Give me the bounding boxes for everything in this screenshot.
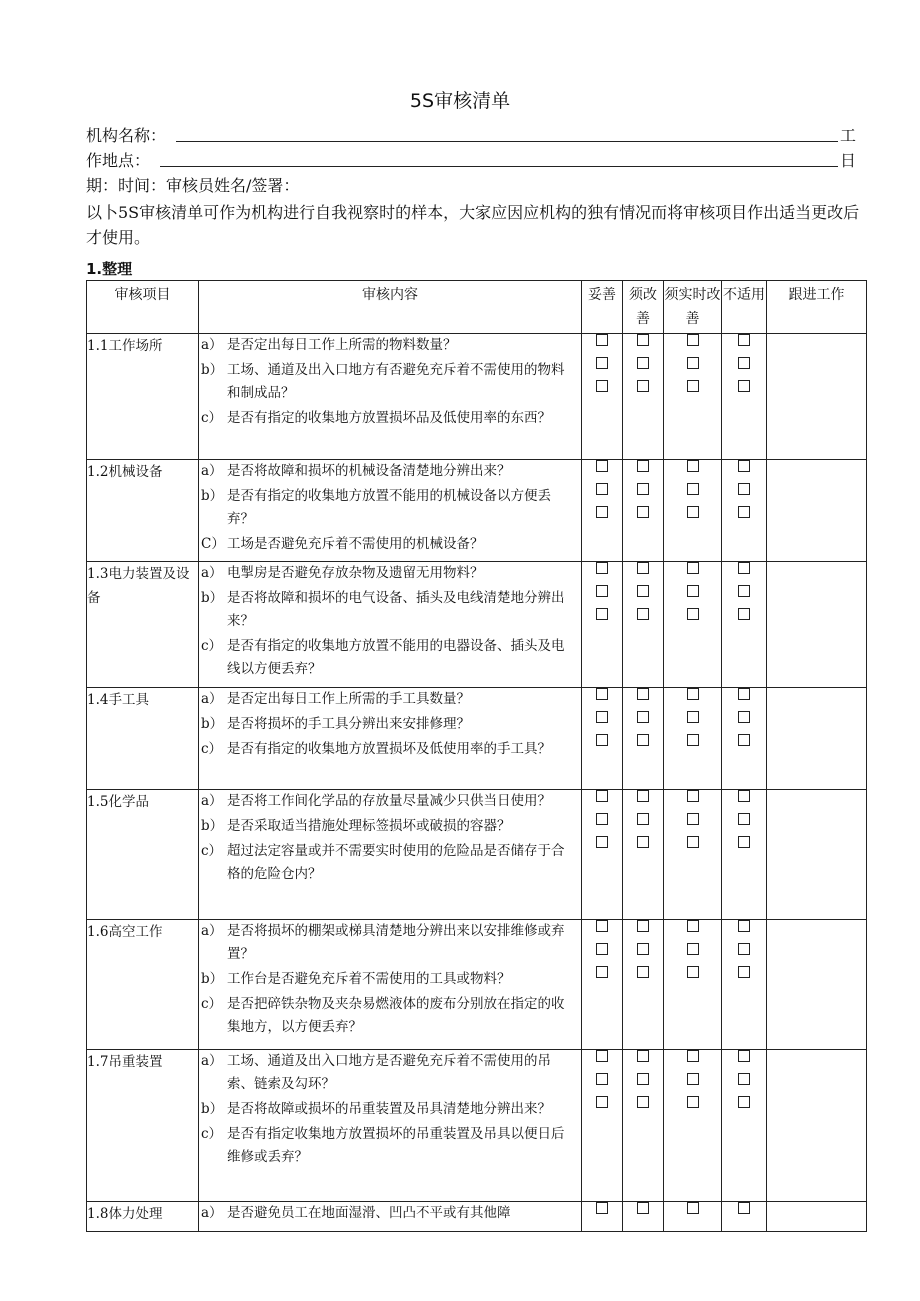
checkbox-cell-good (582, 790, 623, 920)
checkbox-cell-improve (623, 334, 664, 460)
checkbox-improve[interactable] (637, 943, 649, 955)
table-row (87, 920, 867, 1050)
audit-table-body (87, 334, 867, 1232)
audit-item-cell: 1.2机械设备 (87, 460, 199, 562)
checkbox-cell-improve (623, 790, 664, 920)
audit-question (199, 460, 581, 483)
checkbox-good[interactable] (596, 562, 608, 574)
question-marker: a） (201, 1205, 223, 1221)
header-na: 不适用 (722, 281, 767, 334)
intro-paragraph: 以卜5S审核清单可作为机构进行自我视察时的样本，大家应因应机构的独有情况而将审核项目作出适当更改后才使用。 (86, 203, 860, 247)
audit-question (199, 1123, 581, 1169)
checkbox-cell-na (722, 688, 767, 790)
question-text: 是否采取适当措施处理标签损坏或破损的容器？ (227, 818, 511, 834)
checkbox-na[interactable] (738, 790, 750, 802)
checkbox-improve[interactable] (637, 966, 649, 978)
question-text: 是否将损坏的棚架或梯具清楚地分辨出来以安排维修或弃置？ (227, 923, 565, 962)
checkbox-na[interactable] (738, 483, 750, 495)
checkbox-na[interactable] (738, 1096, 750, 1108)
checkbox-cell-urgent (664, 920, 722, 1050)
checkbox-cell-improve (623, 460, 664, 562)
followup-cell[interactable] (767, 334, 867, 460)
place-field[interactable] (160, 166, 838, 167)
checkbox-cell-good (582, 562, 623, 688)
audit-item-cell: 1.6高空工作 (87, 920, 199, 1050)
checkbox-cell-urgent (664, 688, 722, 790)
checkbox-na[interactable] (738, 380, 750, 392)
checkbox-urgent[interactable] (687, 608, 699, 620)
checkbox-urgent[interactable] (687, 1202, 699, 1214)
checkbox-cell-na (722, 562, 767, 688)
audit-question (199, 993, 581, 1039)
checkbox-cell-urgent (664, 562, 722, 688)
checkbox-urgent[interactable] (687, 506, 699, 518)
checkbox-na[interactable] (738, 836, 750, 848)
question-text: 是否将故障和损坏的机械设备清楚地分辨出来？ (227, 463, 511, 479)
audit-question (199, 1202, 581, 1225)
checkbox-improve[interactable] (637, 608, 649, 620)
audit-question (199, 635, 581, 681)
table-row (87, 1050, 867, 1202)
checkbox-improve[interactable] (637, 1096, 649, 1108)
audit-item-cell: 1.1工作场所 (87, 334, 199, 460)
checkbox-good[interactable] (596, 1096, 608, 1108)
followup-cell[interactable] (767, 688, 867, 790)
audit-content-cell (199, 790, 582, 920)
checkbox-good[interactable] (596, 460, 608, 472)
question-text: 是否避免员工在地面湿滑、凹凸不平或有其他障 (227, 1205, 511, 1221)
section-title: 1.整理 (86, 260, 133, 278)
table-row (87, 460, 867, 562)
checkbox-good[interactable] (596, 966, 608, 978)
checkbox-cell-na (722, 460, 767, 562)
audit-content-cell (199, 1050, 582, 1202)
checkbox-urgent[interactable] (687, 734, 699, 746)
checkbox-urgent[interactable] (687, 334, 699, 346)
checkbox-urgent[interactable] (687, 357, 699, 369)
audit-item-cell: 1.4手工具 (87, 688, 199, 790)
question-marker: a） (201, 923, 223, 939)
audit-question (199, 738, 581, 761)
question-text: 工场是否避免充斥着不需使用的机械设备？ (227, 536, 484, 552)
checkbox-good[interactable] (596, 836, 608, 848)
checkbox-urgent[interactable] (687, 1096, 699, 1108)
checkbox-improve[interactable] (637, 836, 649, 848)
question-text: 是否定出每日工作上所需的手工具数量？ (227, 691, 470, 707)
question-text: 电掣房是否避免存放杂物及遗留无用物料？ (227, 565, 484, 581)
checkbox-good[interactable] (596, 585, 608, 597)
checkbox-cell-na (722, 1202, 767, 1232)
audit-item-cell: 1.8体力处理 (87, 1202, 199, 1232)
date-auditor-line (86, 174, 856, 198)
checkbox-cell-good (582, 920, 623, 1050)
checkbox-good[interactable] (596, 334, 608, 346)
question-text: 是否有指定的收集地方放置不能用的机械设备以方便丢弃？ (227, 488, 551, 527)
place-label: 作地点： (86, 151, 151, 170)
audit-question (199, 688, 581, 711)
checkbox-na[interactable] (738, 357, 750, 369)
checkbox-na[interactable] (738, 1073, 750, 1085)
checkbox-cell-urgent (664, 460, 722, 562)
checkbox-improve[interactable] (637, 380, 649, 392)
checkbox-cell-good (582, 460, 623, 562)
checkbox-good[interactable] (596, 357, 608, 369)
audit-content-cell (199, 460, 582, 562)
audit-question (199, 920, 581, 966)
question-text: 是否将工作间化学品的存放量尽量减少只供当日使用？ (227, 793, 551, 809)
audit-question (199, 1098, 581, 1121)
question-text: 是否定出每日工作上所需的物料数量？ (227, 337, 457, 353)
audit-item-cell: 1.3电力装置及设备 (87, 562, 199, 688)
checkbox-good[interactable] (596, 711, 608, 723)
org-name-tail: 工 (839, 126, 856, 145)
question-marker: b） (201, 716, 224, 732)
checkbox-improve[interactable] (637, 813, 649, 825)
checkbox-improve[interactable] (637, 1073, 649, 1085)
checkbox-urgent[interactable] (687, 813, 699, 825)
header-row (87, 281, 867, 334)
checkbox-urgent[interactable] (687, 585, 699, 597)
checkbox-urgent[interactable] (687, 562, 699, 574)
question-marker: a） (201, 463, 223, 479)
checkbox-urgent[interactable] (687, 711, 699, 723)
audit-item-cell: 1.7吊重装置 (87, 1050, 199, 1202)
checkbox-urgent[interactable] (687, 1050, 699, 1062)
date-auditor-label: 期：时间：审核员姓名/签署： (86, 176, 300, 195)
question-text: 是否将损坏的手工具分辨出来安排修理？ (227, 716, 470, 732)
table-row (87, 562, 867, 688)
audit-item-cell: 1.5化学品 (87, 790, 199, 920)
header-content: 审核内容 (199, 281, 582, 334)
checkbox-good[interactable] (596, 920, 608, 932)
checkbox-cell-improve (623, 1202, 664, 1232)
checkbox-na[interactable] (738, 562, 750, 574)
question-text: 是否将故障和损坏的电气设备、插头及电线清楚地分辨出来？ (227, 590, 565, 629)
question-marker: b） (201, 362, 224, 378)
org-name-line (86, 124, 856, 148)
checkbox-improve[interactable] (637, 920, 649, 932)
checkbox-cell-improve (623, 688, 664, 790)
checkbox-good[interactable] (596, 943, 608, 955)
audit-question (199, 1050, 581, 1096)
checkbox-cell-urgent (664, 334, 722, 460)
checkbox-cell-urgent (664, 790, 722, 920)
checkbox-improve[interactable] (637, 585, 649, 597)
checkbox-improve[interactable] (637, 790, 649, 802)
audit-question (199, 407, 581, 430)
question-marker: c） (201, 638, 223, 654)
checkbox-improve[interactable] (637, 688, 649, 700)
document-title: 5S审核清单 (409, 90, 511, 112)
checkbox-good[interactable] (596, 1073, 608, 1085)
audit-question (199, 790, 581, 813)
checkbox-good[interactable] (596, 790, 608, 802)
checkbox-cell-urgent (664, 1202, 722, 1232)
question-marker: b） (201, 971, 224, 987)
checkbox-na[interactable] (738, 688, 750, 700)
audit-content-cell (199, 1202, 582, 1232)
checkbox-cell-improve (623, 920, 664, 1050)
audit-table (86, 280, 867, 1232)
question-marker: a） (201, 337, 223, 353)
place-tail: 日 (839, 151, 856, 170)
question-text: 是否把碎铁杂物及夹杂易燃液体的废布分别放在指定的收集地方，以方便丢弃？ (227, 996, 565, 1035)
checkbox-improve[interactable] (637, 334, 649, 346)
place-line (86, 149, 856, 173)
checkbox-good[interactable] (596, 813, 608, 825)
checkbox-na[interactable] (738, 920, 750, 932)
checkbox-cell-na (722, 790, 767, 920)
header-good: 妥善 (582, 281, 623, 334)
followup-cell[interactable] (767, 460, 867, 562)
question-marker: c） (201, 741, 223, 757)
checkbox-improve[interactable] (637, 460, 649, 472)
audit-question (199, 562, 581, 585)
header-improve: 须改善 (623, 281, 664, 334)
checkbox-cell-na (722, 334, 767, 460)
checkbox-urgent[interactable] (687, 920, 699, 932)
audit-question (199, 485, 581, 531)
checkbox-urgent[interactable] (687, 836, 699, 848)
checkbox-improve[interactable] (637, 711, 649, 723)
checkbox-na[interactable] (738, 460, 750, 472)
question-marker: C） (201, 536, 225, 552)
followup-cell[interactable] (767, 790, 867, 920)
checkbox-good[interactable] (596, 1050, 608, 1062)
audit-content-cell (199, 562, 582, 688)
checkbox-cell-good (582, 1202, 623, 1232)
checkbox-good[interactable] (596, 688, 608, 700)
table-row (87, 1202, 867, 1232)
audit-question (199, 334, 581, 357)
question-text: 是否有指定的收集地方放置损坏品及低使用率的东西？ (227, 410, 551, 426)
checkbox-urgent[interactable] (687, 688, 699, 700)
followup-cell[interactable] (767, 1050, 867, 1202)
header-followup: 跟进工作 (767, 281, 867, 334)
question-marker: c） (201, 996, 223, 1012)
question-text: 超过法定容量或并不需要实时使用的危险品是否储存于合格的危险仓内？ (227, 843, 565, 882)
audit-question (199, 713, 581, 736)
checkbox-improve[interactable] (637, 562, 649, 574)
checkbox-improve[interactable] (637, 483, 649, 495)
checkbox-urgent[interactable] (687, 1073, 699, 1085)
checkbox-na[interactable] (738, 813, 750, 825)
org-name-field[interactable] (176, 141, 838, 142)
checkbox-na[interactable] (738, 711, 750, 723)
audit-content-cell (199, 688, 582, 790)
checkbox-cell-na (722, 1050, 767, 1202)
audit-question (199, 533, 581, 556)
checkbox-cell-good (582, 1050, 623, 1202)
question-marker: a） (201, 565, 223, 581)
checkbox-improve[interactable] (637, 357, 649, 369)
checkbox-good[interactable] (596, 734, 608, 746)
question-text: 工场、通道及出入口地方有否避免充斥着不需使用的物料和制成品？ (227, 362, 565, 401)
checkbox-good[interactable] (596, 380, 608, 392)
checkbox-cell-na (722, 920, 767, 1050)
question-text: 是否有指定的收集地方放置不能用的电器设备、插头及电线以方便丢弃？ (227, 638, 565, 677)
checkbox-na[interactable] (738, 943, 750, 955)
question-marker: b） (201, 488, 224, 504)
audit-question (199, 840, 581, 886)
question-text: 工场、通道及出入口地方是否避免充斥着不需使用的吊索、链索及勾环？ (227, 1053, 551, 1092)
header-urgent: 须实时改善 (664, 281, 722, 334)
checkbox-na[interactable] (738, 734, 750, 746)
checkbox-good[interactable] (596, 506, 608, 518)
audit-question (199, 359, 581, 405)
question-marker: a） (201, 793, 223, 809)
checkbox-improve[interactable] (637, 506, 649, 518)
checkbox-good[interactable] (596, 608, 608, 620)
checkbox-urgent[interactable] (687, 460, 699, 472)
checkbox-urgent[interactable] (687, 790, 699, 802)
checkbox-na[interactable] (738, 608, 750, 620)
question-marker: c） (201, 410, 223, 426)
audit-question (199, 968, 581, 991)
checkbox-cell-improve (623, 1050, 664, 1202)
question-marker: a） (201, 691, 223, 707)
question-text: 工作台是否避免充斥着不需使用的工具或物料？ (227, 971, 511, 987)
checkbox-cell-improve (623, 562, 664, 688)
checkbox-na[interactable] (738, 334, 750, 346)
question-marker: b） (201, 590, 224, 606)
checkbox-cell-good (582, 334, 623, 460)
question-marker: b） (201, 818, 224, 834)
question-marker: a） (201, 1053, 223, 1069)
question-text: 是否有指定的收集地方放置损坏及低使用率的手工具？ (227, 741, 551, 757)
checkbox-good[interactable] (596, 483, 608, 495)
checkbox-cell-urgent (664, 1050, 722, 1202)
audit-question (199, 587, 581, 633)
checkbox-na[interactable] (738, 1202, 750, 1214)
followup-cell[interactable] (767, 562, 867, 688)
checkbox-urgent[interactable] (687, 380, 699, 392)
checkbox-na[interactable] (738, 585, 750, 597)
audit-content-cell (199, 334, 582, 460)
checkbox-urgent[interactable] (687, 943, 699, 955)
audit-question (199, 815, 581, 838)
question-marker: b） (201, 1101, 224, 1117)
checkbox-good[interactable] (596, 1202, 608, 1214)
question-text: 是否将故障或损坏的吊重装置及吊具清楚地分辨出来？ (227, 1101, 551, 1117)
table-row (87, 790, 867, 920)
table-row (87, 334, 867, 460)
question-marker: c） (201, 1126, 223, 1142)
question-marker: c） (201, 843, 223, 859)
org-name-label: 机构名称： (86, 126, 167, 145)
checkbox-improve[interactable] (637, 1202, 649, 1214)
checkbox-na[interactable] (738, 966, 750, 978)
checkbox-urgent[interactable] (687, 483, 699, 495)
table-row (87, 688, 867, 790)
followup-cell[interactable] (767, 1202, 867, 1232)
followup-cell[interactable] (767, 920, 867, 1050)
header-item: 审核项目 (87, 281, 199, 334)
audit-content-cell (199, 920, 582, 1050)
checkbox-urgent[interactable] (687, 966, 699, 978)
checkbox-improve[interactable] (637, 1050, 649, 1062)
checkbox-improve[interactable] (637, 734, 649, 746)
checkbox-cell-good (582, 688, 623, 790)
question-text: 是否有指定收集地方放置损坏的吊重装置及吊具以便日后维修或丢弃？ (227, 1126, 565, 1165)
checkbox-na[interactable] (738, 1050, 750, 1062)
checkbox-na[interactable] (738, 506, 750, 518)
